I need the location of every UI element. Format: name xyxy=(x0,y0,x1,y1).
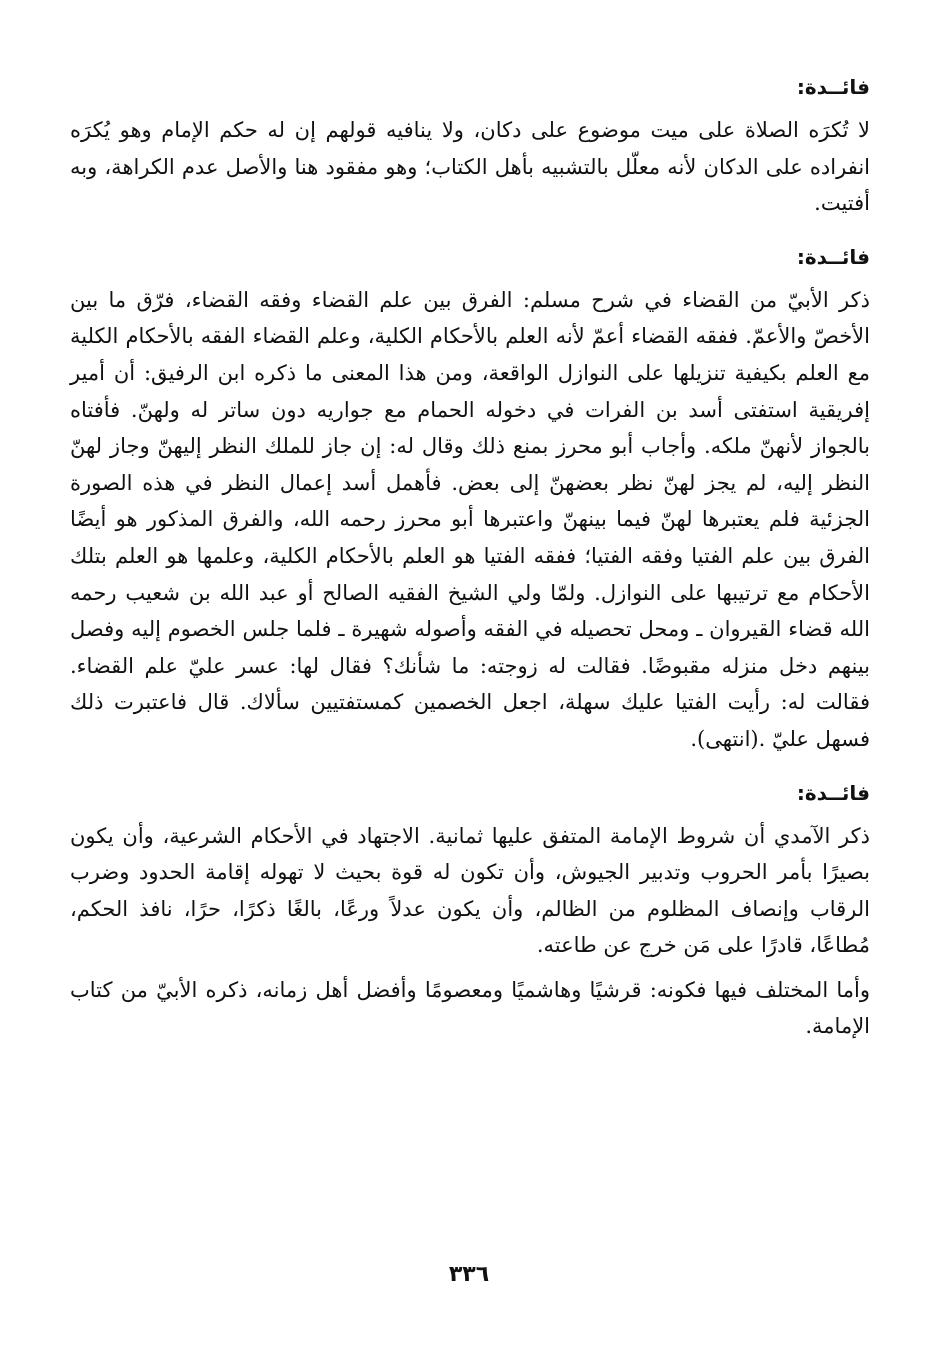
page-number: ٣٣٦ xyxy=(448,1262,490,1287)
paragraph: وأما المختلف فيها فكونه: قرشيًا وهاشميًا ومعصومًا وأفضل أهل زمانه، ذكره الأبيّ من كتاب الإمامة. xyxy=(70,977,870,1039)
section-heading: فائــدة: xyxy=(796,244,870,269)
section-heading: فائــدة: xyxy=(796,75,870,99)
section-3 xyxy=(70,768,870,1046)
paragraph: ذكر الأبيّ من القضاء في شرح مسلم: الفرق بين علم القضاء وفقه القضاء، فرّق ما بين الأخصّ والأعمّ. ففقه القضاء أعمّ لأنه العلم بالأحكام الكلية، وعلم القضاء الفقه بالأحكام الكلية مع العلم بكيفية تنزيلها على النوازل الواقعة، ومن هذا المعنى ما ذكره ابن الرفيق: أن أمير إفريقية استفتى أسد بن الفرات في دخوله الحمام مع جواريه دون ساتر له ولهنّ. فأفتاه بالجواز لأنهنّ ملكه. وأجاب أبو محرز بمنع ذلك وقال له: إن جاز للملك النظر إليهنّ وجاز لهنّ النظر إليه، لم يجز لهنّ نظر بعضهنّ إلى بعض. فأهمل أسد إعمال النظر في هذه الصورة الجزئية فلم يعتبرها لهنّ فيما بينهنّ واعتبرها أبو محرز رحمه الله، والفرق المذكور هو أيضًا الفرق بين علم الفتيا وفقه الفتيا؛ ففقه الفتيا هو العلم بالأحكام الكلية، وعلمها هو العلم بتلك الأحكام مع ترتيبها على النوازل. ولمّا ولي الشيخ الفقيه الصالح أو عبد الله بن شعيب رحمه الله قضاء القيروان ـ ومحل تحصيله في الفقه وأصوله شهيرة ـ فلما جلس الخصوم إليه وفصل بينهم دخل منزله مقبوضًا. فقالت له زوجته: ما شأنك؟ فقال لها: عسر عليّ علم القضاء. فقالت له: رأيت الفتيا عليك سهلة، اجعل الخصمين كمستفتيين سألاك. قال فاعتبرت ذلك فسهل عليّ .(انتهى). xyxy=(70,287,870,751)
paragraph: لا تُكرَه الصلاة على ميت موضوع على دكان، ولا ينافيه قولهم إن له حكم الإمام وهو يُكرَه انفراده على الدكان لأنه معلّل بالتشبيه بأهل الكتاب؛ وهو مفقود هنا والأصل عدم الكراهة، وبه أفتيت. xyxy=(70,118,870,216)
page-body xyxy=(70,62,870,1045)
section-1 xyxy=(70,62,870,222)
section-heading: فائــدة: xyxy=(796,780,870,805)
paragraph: ذكر الآمدي أن شروط الإمامة المتفق عليها ثمانية. الاجتهاد في الأحكام الشرعية، وأن يكون بصيرًا بأمر الحروب وتدبير الجيوش، وأن تكون له قوة بحيث لا تهوله إقامة الحدود وضرب الرقاب وإنصاف المظلوم من الظالم، وأن يكون عدلاً ورعًا، بالغًا ذكرًا، حرًا، نافذ الحكم، مُطاعًا، قادرًا على مَن خرج عن طاعته. xyxy=(70,823,870,958)
section-2 xyxy=(70,232,870,758)
